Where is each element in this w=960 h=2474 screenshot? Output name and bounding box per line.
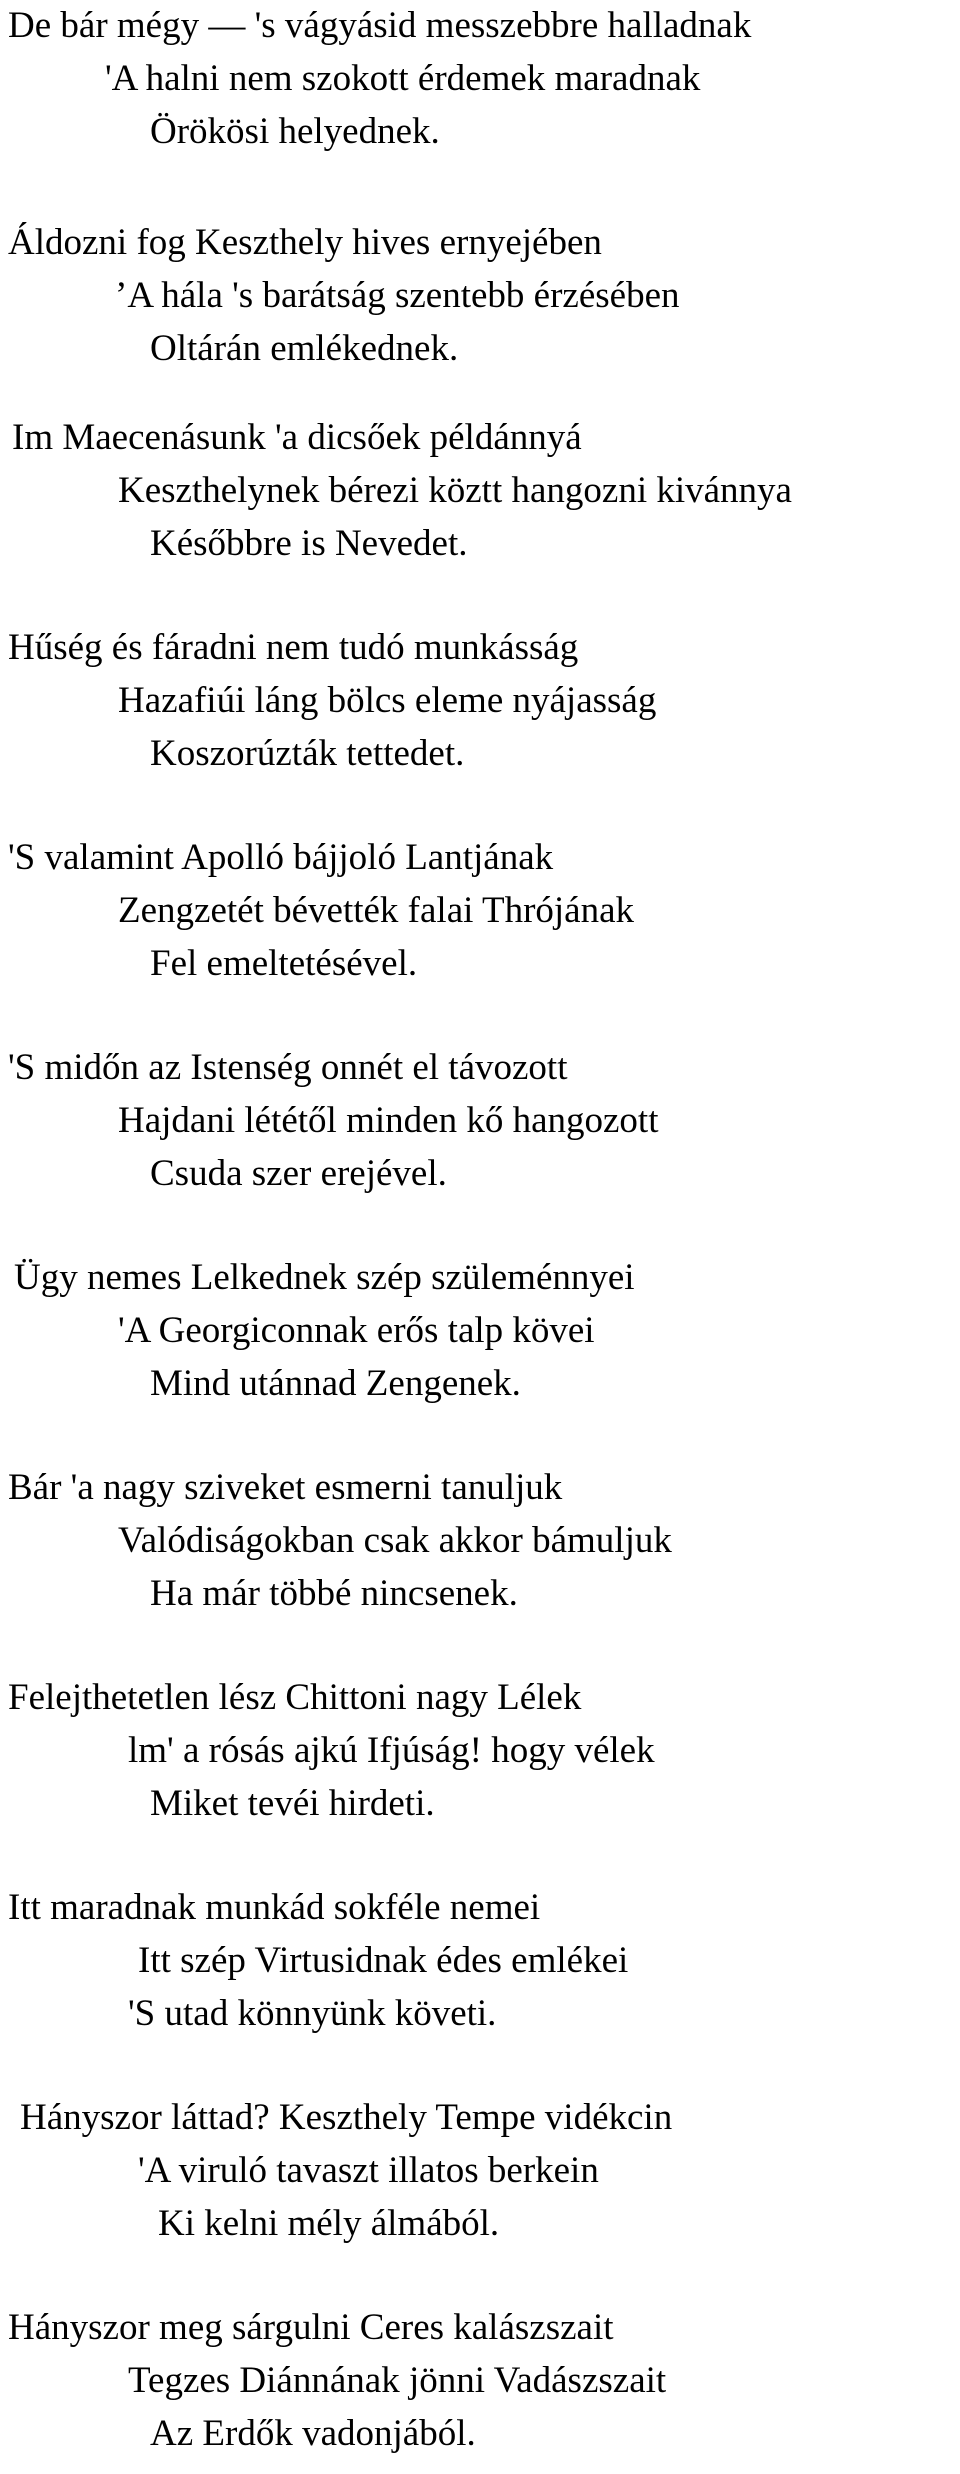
poem-line: Hűség és fáradni nem tudó munkásság bbox=[8, 627, 579, 668]
poem-line: 'S valamint Apolló bájjoló Lantjának bbox=[8, 837, 554, 878]
poem-line: Itt szép Virtusidnak édes emlékei bbox=[138, 1940, 629, 1981]
poem-line: lm' a rósás ajkú Ifjúság! hogy vélek bbox=[128, 1730, 655, 1771]
poem-line: Zengzetét bévették falai Thrójának bbox=[118, 890, 635, 931]
poem-line: Áldozni fog Keszthely hives ernyejében bbox=[8, 222, 602, 263]
poem-line: Valódiságokban csak akkor bámuljuk bbox=[118, 1520, 672, 1561]
poem-line: Oltárán emlékednek. bbox=[150, 328, 459, 369]
poem-line: De bár mégy — 's vágyásid messzebbre halladnak bbox=[8, 5, 752, 46]
poem-line: Hazafiúi láng bölcs eleme nyájasság bbox=[118, 680, 657, 721]
poem-line: Az Erdők vadonjából. bbox=[150, 2413, 476, 2454]
poem-line: Itt maradnak munkád sokféle nemei bbox=[8, 1887, 541, 1928]
poem-line: Későbbre is Nevedet. bbox=[150, 523, 468, 564]
poem-line: 'A Georgiconnak erős talp kövei bbox=[118, 1310, 595, 1351]
poem-line: Bár 'a nagy sziveket esmerni tanuljuk bbox=[8, 1467, 563, 1508]
poem-line: 'A halni nem szokott érdemek maradnak bbox=[105, 58, 701, 99]
poem-line: Fel emeltetésével. bbox=[150, 943, 418, 984]
poem-line: Örökösi helyednek. bbox=[150, 111, 440, 152]
poem-line: Hányszor meg sárgulni Ceres kalászszait bbox=[8, 2307, 614, 2348]
poem-line: Tegzes Diánnának jönni Vadászszait bbox=[128, 2360, 667, 2401]
poem-line: Csuda szer erejével. bbox=[150, 1153, 447, 1194]
poem-line: Hajdani lététől minden kő hangozott bbox=[118, 1100, 659, 1141]
poem-line: Keszthelynek bérezi köztt hangozni kivánnya bbox=[118, 470, 792, 511]
poem-line: Ki kelni mély álmából. bbox=[158, 2203, 500, 2244]
poem-line: 'S midőn az Istenség onnét el távozott bbox=[8, 1047, 568, 1088]
poem-line: 'S utad könnyünk követi. bbox=[128, 1993, 497, 2034]
poem-line: ’A hála 's barátság szentebb érzésében bbox=[115, 275, 680, 316]
poem-line: Miket tevéi hirdeti. bbox=[150, 1783, 435, 1824]
poem-line: Im Maecenásunk 'a dicsőek példánnyá bbox=[12, 417, 582, 458]
poem-line: 'A viruló tavaszt illatos berkein bbox=[138, 2150, 599, 2191]
poem-line: Mind utánnad Zengenek. bbox=[150, 1363, 521, 1404]
poem-line: Ha már többé nincsenek. bbox=[150, 1573, 518, 1614]
poem-line: Felejthetetlen lész Chittoni nagy Lélek bbox=[8, 1677, 582, 1718]
poem-line: Hányszor láttad? Keszthely Tempe vidékcin bbox=[20, 2097, 673, 2138]
poem-line: Koszorúzták tettedet. bbox=[150, 733, 465, 774]
poem-line: Ügy nemes Lelkednek szép szüleménnyei bbox=[14, 1257, 635, 1298]
